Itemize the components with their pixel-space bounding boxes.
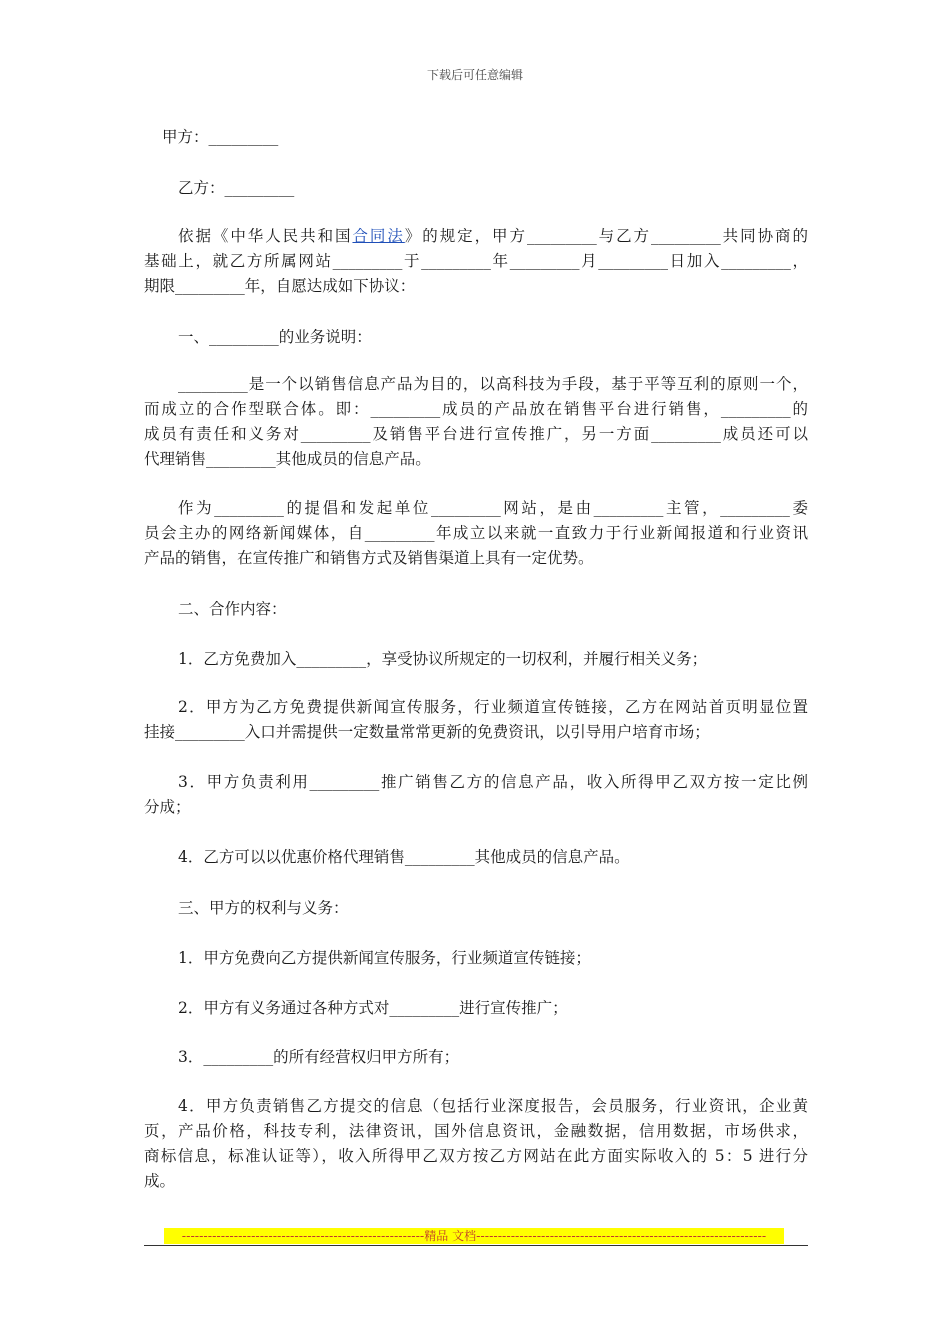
para-row: 商标信息，标准认证等），收入所得甲乙双方按乙方网站在此方面实际收入的 5：5 进行分 [144, 1147, 808, 1165]
contract-law-link[interactable]: 合同法 [352, 227, 405, 245]
para-row: 3．甲方负责利用_________推广销售乙方的信息产品，收入所得甲乙双方按一定比例 [178, 773, 808, 791]
intro-row: 期限_________年，自愿达成如下协议： [144, 277, 416, 295]
para-row: 代理销售_________其他成员的信息产品。 [144, 450, 431, 468]
footer-banner: --------------------------------------------------------精品 文档------------------------------------------------------------------- [164, 1228, 784, 1244]
para-row: 而成立的合作型联合体。即：_________成员的产品放在销售平台进行销售，_________的 [144, 400, 808, 418]
para-row: 挂接_________入口并需提供一定数量常常更新的免费资讯，以引导用户培育市场； [144, 723, 710, 741]
intro-text: 》的规定，甲方_________与乙方_________共同协商的 [404, 227, 808, 245]
intro-row [144, 224, 808, 249]
section2-item4: 4．乙方可以以优惠价格代理销售_________其他成员的信息产品。 [178, 848, 630, 866]
para-row: _________是一个以销售信息产品为目的，以高科技为手段，基于平等互利的原则一个， [178, 375, 808, 393]
section2-heading: 二、合作内容： [178, 600, 287, 618]
para-row: 分成； [144, 798, 191, 816]
section2-item2 [144, 695, 808, 745]
para-row: 2．甲方为乙方免费提供新闻宣传服务，行业频道宣传链接，乙方在网站首页明显位置 [178, 698, 808, 716]
para-row: 员会主办的网络新闻媒体，自_________年成立以来就一直致力于行业新闻报道和行业资讯 [144, 524, 808, 542]
intro-row: 基础上，就乙方所属网站_________于_________年_________月_________日加入_________， [144, 252, 808, 270]
header-note: 下载后可任意编辑 [426, 68, 523, 82]
section2-item1: 1．乙方免费加入_________，享受协议所规定的一切权利，并履行相关义务； [178, 650, 708, 668]
section1-para2 [144, 496, 808, 571]
intro-paragraph [144, 224, 808, 299]
para-row: 成员有责任和义务对_________及销售平台进行宣传推广，另一方面_________成员还可以 [144, 425, 808, 443]
party-b-line: 乙方：_________ [178, 179, 295, 197]
para-row: 页，产品价格，科技专利，法律资讯，国外信息资讯，金融数据，信用数据，市场供求， [144, 1122, 808, 1140]
party-a-line: 甲方：_________ [162, 128, 279, 146]
section1-para1 [144, 372, 808, 472]
section3-item3: 3．_________的所有经营权归甲方所有； [178, 1048, 460, 1066]
section3-item4 [144, 1094, 808, 1194]
para-row: 产品的销售，在宣传推广和销售方式及销售渠道上具有一定优势。 [144, 549, 594, 567]
section1-heading: 一、_________的业务说明： [178, 328, 372, 346]
para-row: 4．甲方负责销售乙方提交的信息（包括行业深度报告，会员服务，行业资讯，企业黄 [178, 1097, 808, 1115]
section3-heading: 三、甲方的权利与义务： [178, 899, 349, 917]
intro-text: 依据《中华人民共和国 [178, 227, 353, 245]
para-row: 成。 [144, 1172, 176, 1190]
section3-item2: 2．甲方有义务通过各种方式对_________进行宣传推广； [178, 999, 568, 1017]
para-row: 作为_________的提倡和发起单位_________网站，是由_________主管，_________委 [178, 499, 808, 517]
section3-item1: 1．甲方免费向乙方提供新闻宣传服务，行业频道宣传链接； [178, 949, 591, 967]
footer-rule [144, 1245, 808, 1246]
section2-item3 [144, 770, 808, 820]
